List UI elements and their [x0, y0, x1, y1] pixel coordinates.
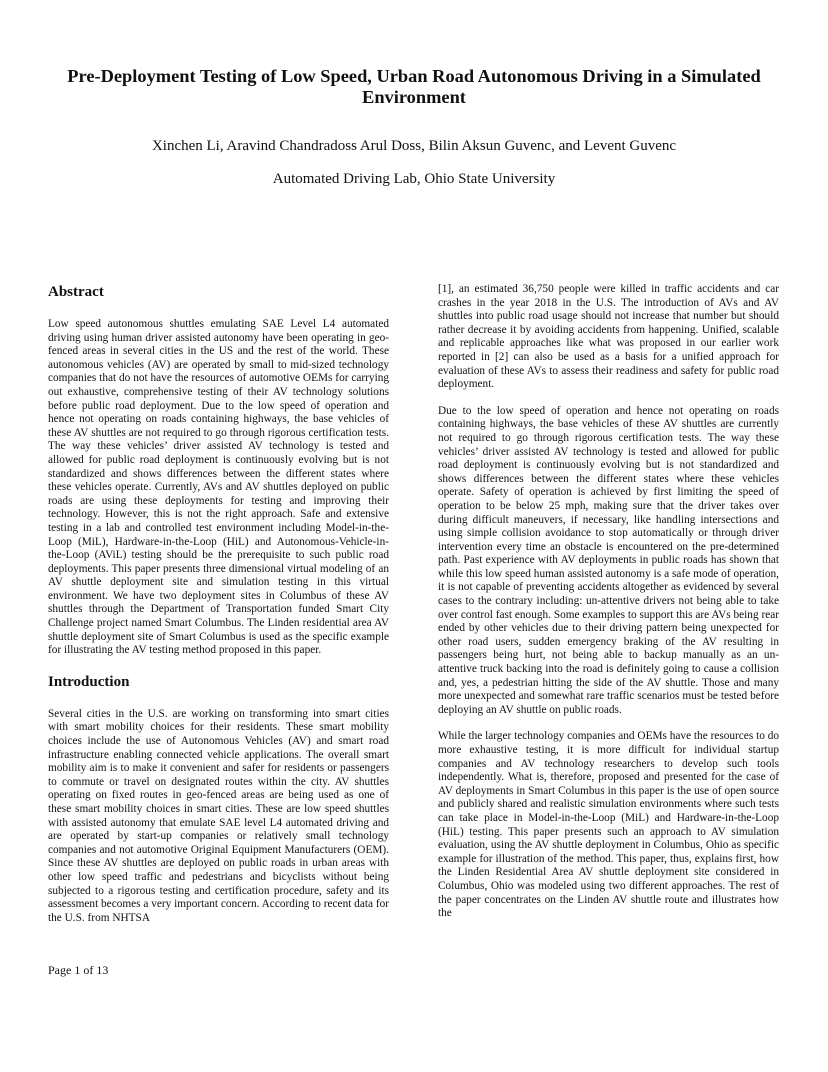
author-list: Xinchen Li, Aravind Chandradoss Arul Doss, Bilin Aksun Guvenc, and Levent Guvenc	[151, 138, 677, 154]
left-column	[48, 283, 389, 925]
affiliation: Automated Driving Lab, Ohio State University	[272, 171, 556, 187]
page-number: Page 1 of 13	[48, 963, 109, 977]
right-column	[438, 283, 779, 921]
abstract-text: Low speed autonomous shuttles emulating SAE Level L4 automated driving using human driver assisted autonomy have been operating in geo-fenced areas in several cities in the US and the rest of the world. These autonomous vehicles (AV) are operated by small to mid-sized technology companies that do not have the resources of automotive OEMs for carrying out exhaustive, comprehensive testing of their AV technology solutions before public road deployment. Due to the low speed of operation and hence not operating on roads containing highways, the base vehicles of these AV shuttles are not required to go through rigorous certification tests. The way these vehicles’ driver assisted AV technology is tested and allowed for public road deployment is continuously evolving but is not standardized and shows differences between the different states where these vehicles operate. Currently, AVs and AV shuttles deployed on public roads are using these deployments for testing and improving their technology. However, this is not the right approach. Safe and extensive testing in a lab and controlled test environment including Model-in-the-Loop (MiL), Hardware-in-the-Loop (HiL) and Autonomous-Vehicle-in-the-Loop (AViL) testing should be the prerequisite to such public road deployments. This paper presents three dimensional virtual modeling of an AV shuttle deployment site and simulation testing in this virtual environment. We have two deployment sites in Columbus of these AV shuttles through the Department of Transportation funded Smart City Challenge project named Smart Columbus. The Linden residential area AV shuttle deployment site of Smart Columbus is used as the specific example for illustrating the AV testing method proposed in this paper.	[48, 318, 389, 657]
introduction-heading: Introduction	[48, 673, 130, 690]
intro-paragraph-3: While the larger technology companies and OEMs have the resources to do more exhaustive testing, it is more difficult for individual startup companies and AV technology researchers to develop such tools independently. What is, therefore, proposed and presented for the case of AV deployments in Smart Columbus in this paper is the use of open source and publicly shared and realistic simulation environments where such tests can take place in Model-in-the-Loop (MiL) and Hardware-in-the-Loop (HiL) testing. This paper presents such an approach to AV simulation evaluation, using the AV shuttle deployment in Columbus, Ohio as specific example for illustration of the method. This paper, thus, explains first, how the Linden Residential Area AV shuttle deployment site considered in Columbus, Ohio was modeled using two different approaches. The rest of the paper concentrates on the Linden AV shuttle route and illustrates how the	[438, 730, 779, 920]
intro-paragraph-1: Several cities in the U.S. are working on transforming into smart cities with smart mobility choices for their residents. These smart mobility choices include the use of Autonomous Vehicles (AV) and smart road infrastructure enabling connected vehicle applications. The overall smart mobility aim is to make it convenient and safer for residents or passengers to commute or travel on designated routes within the city. AV shuttles operating on fixed routes in geo-fenced areas are being used as one of these smart mobility choices in smart cities. These are low speed shuttles with assisted autonomy that emulate SAE level L4 automated driving and are operated by start-up companies or relatively small technology companies and not automotive Original Equipment Manufacturers (OEM). Since these AV shuttles are deployed on public roads in urban areas with other low speed traffic and pedestrians and bicyclists without being subjected to a rigorous testing and certification procedure, safety and its assessment becomes a very important concern. According to recent data for the U.S. from NHTSA	[48, 707, 389, 924]
paper-title: Pre-Deployment Testing of Low Speed, Urban Road Autonomous Driving in a Simulated Environment	[67, 66, 761, 107]
intro-paragraph-2: Due to the low speed of operation and hence not operating on roads containing highways, the base vehicles of these AV shuttles are currently not required to go through rigorous certification tests. The way these vehicles’ driver assisted AV technology is tested and allowed for public road deployment is continuously evolving but is not standardized and shows differences between the different states where these vehicles operate. Safety of operation is achieved by first limiting the speed of operation to be below 25 mph, making sure that the driver takes over during difficult maneuvers, if necessary, like handling intersections and using simple collision avoidance to stop automatically or through driver intervention every time an obstacle is encountered on the pre-determined path. Past experience with AV deployments in public roads has shown that while this low speed human assisted autonomy is a safe mode of operation, it is not capable of preventing accidents altogether as evidenced by several cases to the contrary including: un-attentive drivers not being able to take over control fast enough. Some examples to support this are AVs being rear ended by other vehicles due to their driving pattern being unexpected for other road users, sudden emergency braking of the AV resulting in passengers being hurt, not being able to backup manually as an un-attentive truck backing into the road is definitely going to cause a collision and, yes, a pedestrian hitting the side of the AV shuttle. Those and many more unexpected and somewhat rare traffic scenarios must be tested before deploying an AV shuttle on public roads.	[438, 404, 779, 716]
intro-paragraph-1-continued: [1], an estimated 36,750 people were killed in traffic accidents and car crashes in the year 2018 in the U.S. The introduction of AVs and AV shuttles into public road usage should not increase that number but should rather decrease it by avoiding accidents from happening. Unified, scalable and replicable approaches like what was proposed in our earlier work reported in [2] can also be used as a basis for a unified approach for evaluation of these AVs to assess their readiness and safety for public road deployment.	[438, 283, 779, 391]
abstract-heading: Abstract	[48, 284, 104, 300]
